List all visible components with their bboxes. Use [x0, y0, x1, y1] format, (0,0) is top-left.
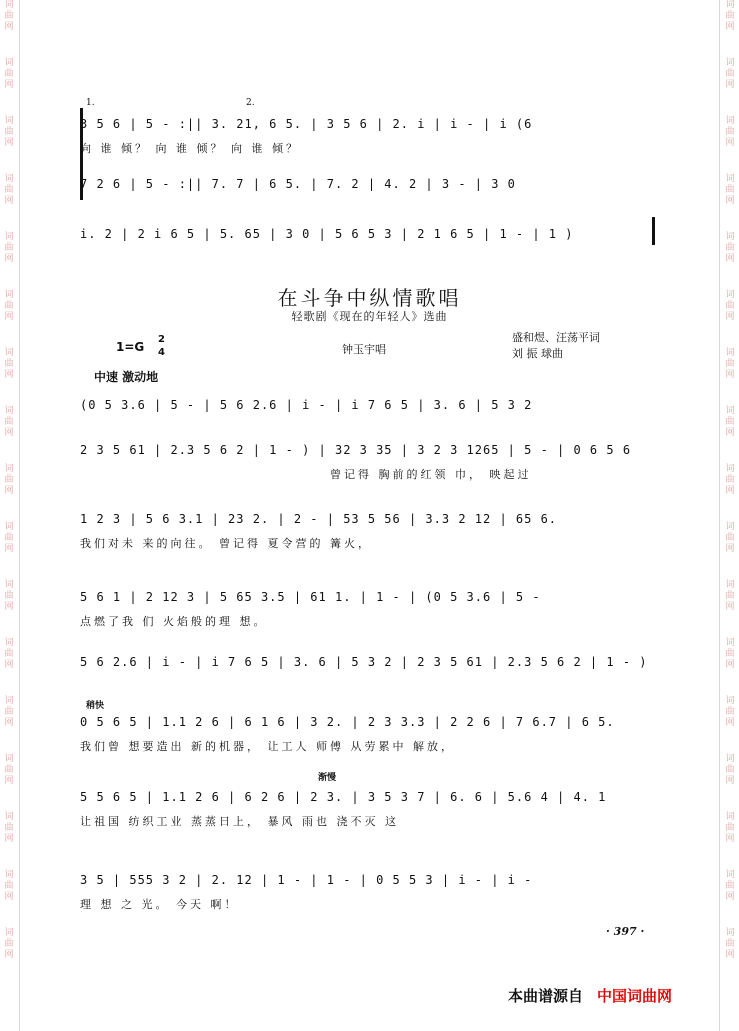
line-4-notes: 5 6 1 | 2 12 3 | 5 65 3.5 | 61 1. | 1 - | (0 5 3.6 | 5 -: [80, 590, 541, 604]
line-2-lyrics: 曾记得 胸前的红领 巾， 映起过: [330, 468, 532, 481]
watermark-group: 词 曲 网: [4, 58, 14, 90]
watermark-group: 词 曲 网: [4, 522, 14, 554]
line-1-notes: (0 5 3.6 | 5 - | 5 6 2.6 | i - | i 7 6 5 | 3. 6 | 5 3 2: [80, 398, 533, 412]
watermark-group: 词 曲 网: [4, 406, 14, 438]
key-signature: 1=G: [116, 340, 145, 354]
left-border-line: [19, 0, 20, 1031]
source-footer: [508, 985, 672, 1006]
watermark-group: 词 曲 网: [725, 812, 735, 844]
line-3-notes: 1 2 3 | 5 6 3.1 | 23 2. | 2 - | 53 5 56 | 3.3 2 12 | 65 6.: [80, 512, 558, 526]
watermark-group: 词 曲 网: [4, 928, 14, 960]
intro-end-notes: i. 2 | 2 i 6 5 | 5. 65 | 3 0 | 5 6 5 3 | 2 1 6 5 | 1 - | 1 ): [80, 227, 574, 241]
watermark-group: 词 曲 网: [725, 290, 735, 322]
line-7-lyrics: 让祖国 纺织工业 蒸蒸日上， 暴风 雨也 浇不灭 这: [80, 815, 399, 828]
watermark-group: 词 曲 网: [4, 696, 14, 728]
watermark-group: 词 曲 网: [725, 0, 735, 32]
right-watermark-strip: [721, 0, 739, 1031]
watermark-group: 词 曲 网: [725, 870, 735, 902]
watermark-group: 词 曲 网: [4, 638, 14, 670]
footer-source-label: 本曲谱源自: [508, 987, 584, 1005]
watermark-group: 词 曲 网: [725, 638, 735, 670]
watermark-group: 词 曲 网: [4, 580, 14, 612]
line-2-notes: 2 3 5 61 | 2.3 5 6 2 | 1 - ) | 32 3 35 | 3 2 3 1265 | 5 - | 0 6 5 6: [80, 443, 632, 457]
right-border-line: [719, 0, 720, 1031]
watermark-group: 词 曲 网: [725, 58, 735, 90]
watermark-group: 词 曲 网: [4, 116, 14, 148]
watermark-group: 词 曲 网: [725, 754, 735, 786]
watermark-group: 词 曲 网: [4, 870, 14, 902]
left-watermark-strip: [0, 0, 18, 1031]
watermark-group: 词 曲 网: [725, 232, 735, 264]
watermark-group: 词 曲 网: [4, 812, 14, 844]
watermark-group: 词 曲 网: [725, 696, 735, 728]
song-subtitle: 轻歌剧《现在的年轻人》选曲: [291, 310, 448, 323]
line-7-notes: 5 5 6 5 | 1.1 2 6 | 6 2 6 | 2 3. | 3 5 3 7 | 6. 6 | 5.6 4 | 4. 1: [80, 790, 607, 804]
watermark-group: 词 曲 网: [4, 232, 14, 264]
lyricist-credit: 盛和煜、汪荡平词: [512, 331, 600, 344]
tempo-marking: 中速 激动地: [94, 370, 159, 384]
tempo-change-1: 稍快: [86, 701, 105, 711]
watermark-group: 词 曲 网: [4, 174, 14, 206]
singer-credit: 钟玉宇唱: [342, 343, 386, 356]
time-sig-numerator: 2: [158, 334, 165, 345]
watermark-group: 词 曲 网: [725, 116, 735, 148]
line-4-lyrics: 点燃了我 们 火焰般的理 想。: [80, 615, 268, 628]
watermark-group: 词 曲 网: [725, 522, 735, 554]
top-voice2-notes: 7 2 6 | 5 - :|| 7. 7 | 6 5. | 7. 2 | 4. 2 | 3 - | 3 0: [80, 177, 516, 191]
tempo-change-2: 渐慢: [318, 773, 337, 783]
watermark-group: 词 曲 网: [725, 464, 735, 496]
top-voice1-notes: 3 5 6 | 5 - :|| 3. 21, 6 5. | 3 5 6 | 2. i | i - | i (6: [80, 117, 533, 131]
line-3-lyrics: 我们对未 来的向往。 曾记得 夏令营的 篝火，: [80, 537, 372, 550]
volta-2-label: 2.: [246, 98, 255, 108]
watermark-group: 词 曲 网: [4, 348, 14, 380]
line-5-notes: 5 6 2.6 | i - | i 7 6 5 | 3. 6 | 5 3 2 | 2 3 5 61 | 2.3 5 6 2 | 1 - ): [80, 655, 648, 669]
line-8-notes: 3 5 | 555 3 2 | 2. 12 | 1 - | 1 - | 0 5 5 3 | i - | i -: [80, 873, 533, 887]
time-sig-denominator: 4: [158, 347, 165, 358]
final-barline: [652, 217, 655, 245]
composer-credit: 刘 振 球曲: [512, 347, 563, 360]
watermark-group: 词 曲 网: [4, 290, 14, 322]
watermark-group: 词 曲 网: [725, 928, 735, 960]
volta-1-label: 1.: [86, 98, 95, 108]
watermark-group: 词 曲 网: [4, 0, 14, 32]
top-voice1-lyrics: 向 谁 倾？ 向 谁 倾？ 向 谁 倾？: [80, 142, 300, 155]
line-6-lyrics: 我们曾 想要造出 新的机器， 让工人 师傅 从劳累中 解放，: [80, 740, 455, 753]
song-title: 在斗争中纵情歌唱: [277, 286, 462, 310]
line-8-lyrics: 理 想 之 光。 今天 啊！: [80, 898, 239, 911]
watermark-group: 词 曲 网: [725, 174, 735, 206]
watermark-group: 词 曲 网: [725, 348, 735, 380]
watermark-group: 词 曲 网: [725, 580, 735, 612]
watermark-group: 词 曲 网: [4, 754, 14, 786]
watermark-group: 词 曲 网: [725, 406, 735, 438]
page-number: · 397 ·: [606, 925, 645, 938]
line-6-notes: 0 5 6 5 | 1.1 2 6 | 6 1 6 | 3 2. | 2 3 3.3 | 2 2 6 | 7 6.7 | 6 5.: [80, 715, 615, 729]
footer-site-link[interactable]: 中国词曲网: [597, 987, 673, 1005]
watermark-group: 词 曲 网: [4, 464, 14, 496]
